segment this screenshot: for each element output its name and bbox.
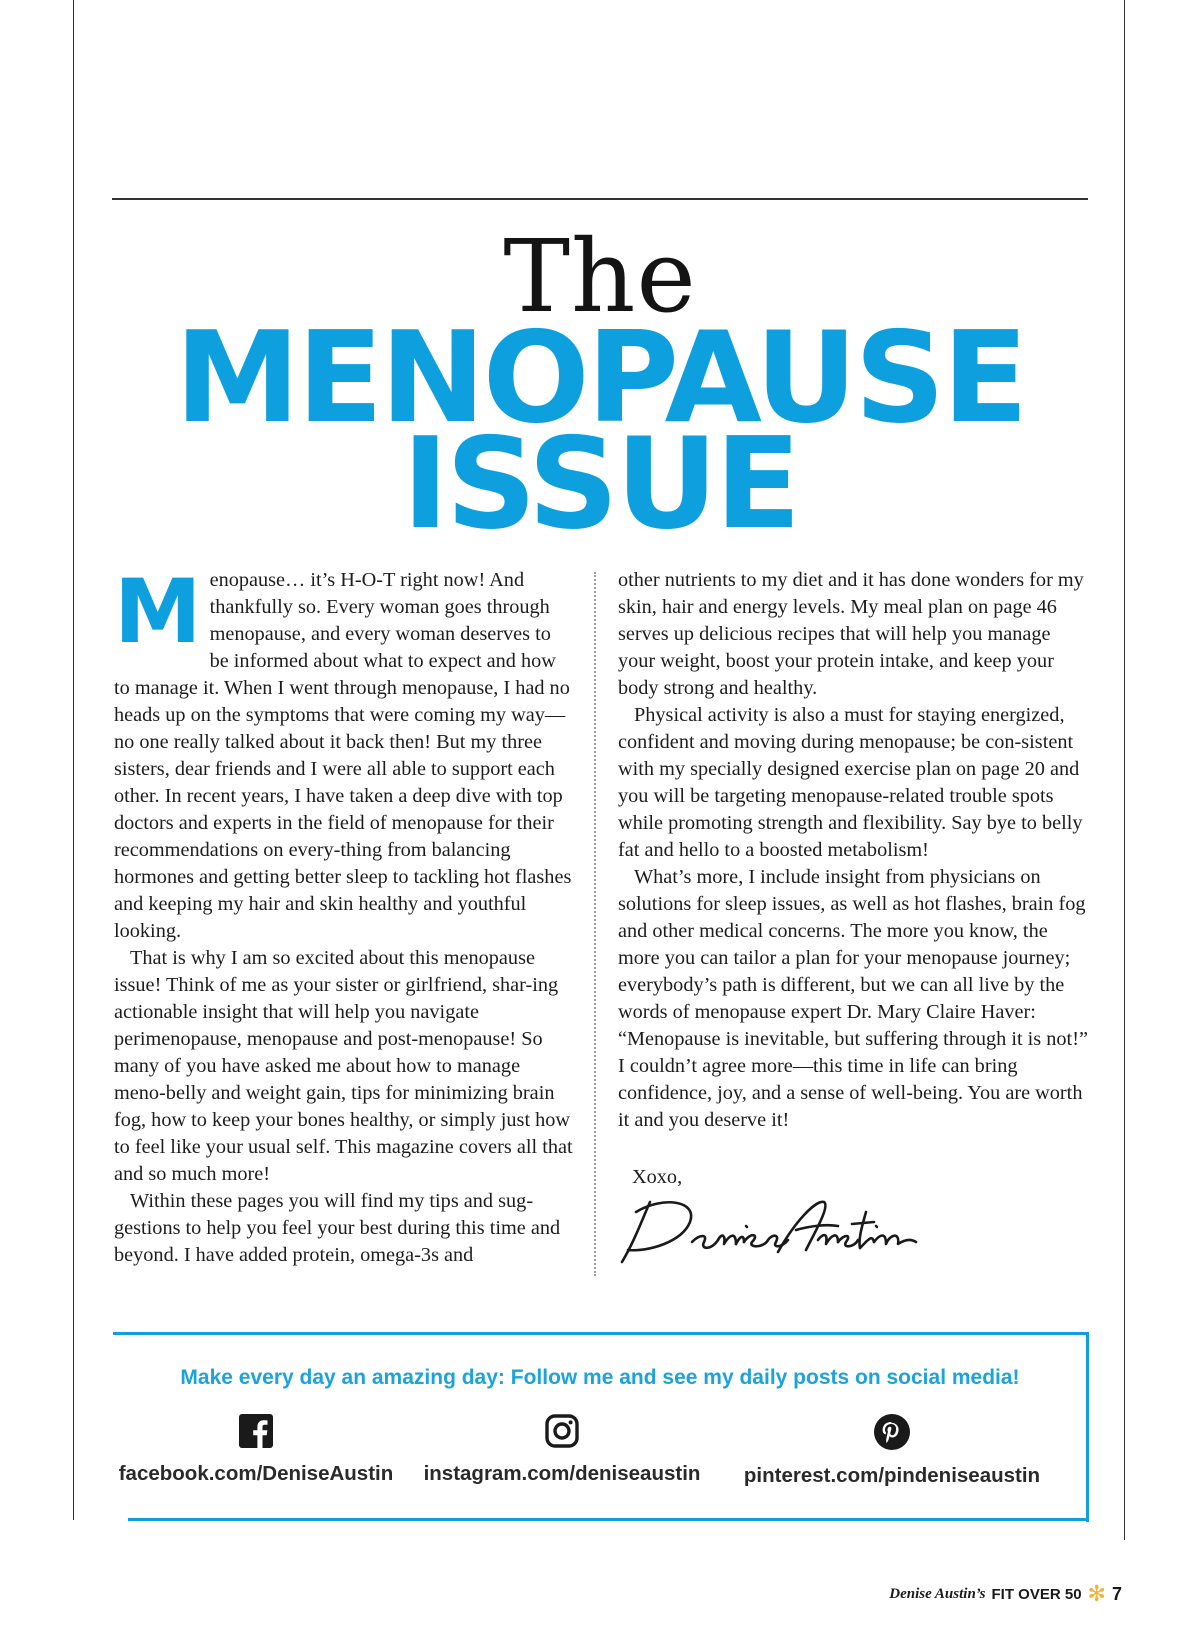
social-box-bottom-rule xyxy=(128,1518,1089,1521)
article-paragraph-6: What’s more, I include insight from physicians on solutions for sleep issues, as well as hot flashes, brain fog and other medical concerns. The more you know, the more you can tailor a plan for your menopause journey; everybody’s path is different, but we can all live by the words of menopause expert Dr. Mary Claire Haver: “Menopause is inevitable, but suffering through it is not!” I couldn’t agree more—this time in life can bring confidence, joy, and a sense of well-being. You are worth it and you deserve it! xyxy=(618,866,1088,1131)
pinterest-icon[interactable] xyxy=(874,1414,910,1450)
social-item-facebook[interactable] xyxy=(106,1414,406,1486)
title-the: The xyxy=(503,218,697,335)
article-paragraph-4: other nutrients to my diet and it has done wonders for my skin, hair and energy levels. My meal plan on page 46 serves up delicious recipes that will help you manage your weight, boost your protein intake, and keep your body strong and healthy. xyxy=(618,569,1084,699)
article-paragraph-5: Physical activity is also a must for staying energized, confident and moving during menopause; be con-sistent with my specially designed exercise plan on page 20 and you will be targeting menopause-related trouble spots while promoting strength and flexibility. Say bye to belly fat and hello to a boosted metabolism! xyxy=(618,704,1083,861)
top-rule xyxy=(112,198,1088,200)
social-item-pinterest[interactable] xyxy=(742,1414,1042,1488)
page-footer xyxy=(889,1584,1122,1605)
title-issue: ISSUE xyxy=(401,410,799,557)
social-item-instagram[interactable] xyxy=(412,1414,712,1486)
article-paragraph-3: Within these pages you will find my tips and sug-gestions to help you feel your best during this time and beyond. I have added protein, omega-3s and xyxy=(114,1190,561,1266)
article-left-column xyxy=(114,560,574,1269)
drop-cap: M xyxy=(114,560,200,663)
instagram-link[interactable]: instagram.com/deniseaustin xyxy=(423,1462,701,1485)
column-divider xyxy=(594,572,596,1276)
article-paragraph-2: That is why I am so excited about this menopause issue! Think of me as your sister or girlfriend, shar-ing actionable insight that will help you navigate perimenopause, menopause and post-menopause! So many of you have asked me about how to manage meno-belly and weight gain, tips for minimizing brain fog, how to keep your bones healthy, or simply just how to feel like your usual self. This magazine covers all that and so much more! xyxy=(114,947,573,1185)
facebook-icon[interactable] xyxy=(239,1414,273,1448)
social-heading: Make every day an amazing day: Follow me and see my daily posts on social media! xyxy=(180,1366,1020,1389)
article-paragraph-1-text: enopause… it’s H-O-T right now! And thankfully so. Every woman goes through menopause, and every woman deserves to be informed about what to expect and how to manage it. When I went through menopause, I had no heads up on the symptoms that were coming my way—no one really talked about it back then! But my three sisters, dear friends and I were all able to support each other. In recent years, I have taken a deep dive with top doctors and experts in the field of menopause for their recommendations on every-thing from balancing hormones and getting better sleep to tackling hot flashes and keeping my hair and skin healthy and youthful looking. xyxy=(114,569,572,942)
signoff: Xoxo, xyxy=(632,1166,683,1188)
footer-publication-italic: Denise Austin’s xyxy=(889,1586,986,1602)
article-right-column xyxy=(618,567,1090,1134)
page-number: 7 xyxy=(1111,1584,1122,1604)
article-paragraph-1 xyxy=(114,560,574,945)
title-menopause: MENOPAUSE xyxy=(174,304,1026,451)
pinterest-link[interactable]: pinterest.com/pindeniseaustin xyxy=(743,1464,1041,1487)
instagram-icon[interactable] xyxy=(545,1414,579,1448)
footer-publication-bold: FIT OVER 50 xyxy=(991,1586,1082,1603)
facebook-link[interactable]: facebook.com/DeniseAustin xyxy=(118,1462,394,1485)
star-icon: ✻ xyxy=(1087,1582,1106,1607)
signature xyxy=(620,1190,920,1270)
